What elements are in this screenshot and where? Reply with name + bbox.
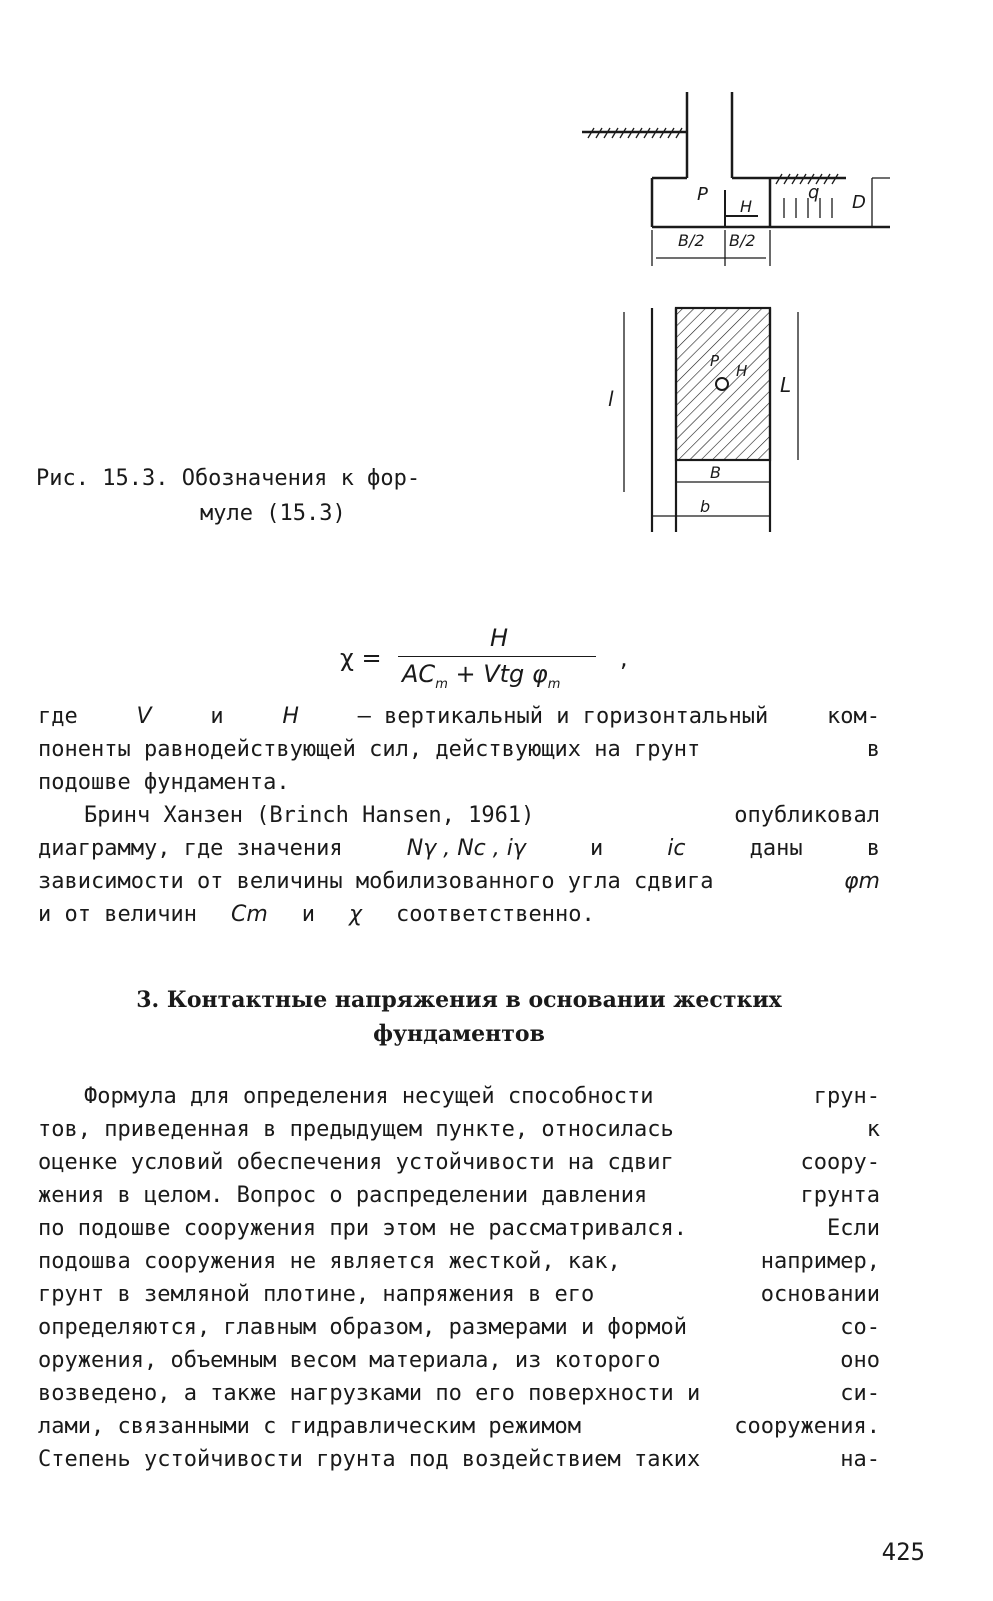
para1-line3: подошве фундамента. bbox=[38, 770, 290, 795]
para2-line2: диаграмму, где значения Nγ , Nc , iγ и ic даны в bbox=[38, 836, 880, 861]
body-line-9: оружения, объемным весом материала, из которого оно bbox=[38, 1348, 880, 1373]
label-P: P bbox=[697, 184, 708, 205]
foundation-figure bbox=[560, 80, 900, 540]
para2-line3: зависимости от величины мобилизованного угла сдвига φm bbox=[38, 869, 880, 894]
page-number: 425 bbox=[881, 1538, 925, 1566]
figure-caption-line2: муле (15.3) bbox=[200, 501, 346, 526]
label-D: D bbox=[852, 192, 866, 213]
label-B2-left: B/2 bbox=[678, 231, 705, 250]
body-line-1: Формула для определения несущей способности грун- bbox=[84, 1084, 880, 1109]
formula-lhs: χ = bbox=[340, 644, 382, 672]
section-view bbox=[582, 92, 890, 227]
label-l: l bbox=[608, 387, 614, 411]
body-line-7: грунт в земляной плотине, напряжения в его основании bbox=[38, 1282, 880, 1307]
label-B: B bbox=[710, 463, 721, 482]
plan-view bbox=[624, 308, 798, 532]
body-line-11: лами, связанными с гидравлическим режимом сооружения. bbox=[38, 1414, 880, 1439]
body-line-6: подошва сооружения не является жесткой, как, например, bbox=[38, 1249, 880, 1274]
body-line-8: определяются, главным образом, размерами и формой со- bbox=[38, 1315, 880, 1340]
para1-line1: где V и H – вертикальный и горизонтальный ком- bbox=[38, 704, 880, 729]
label-b: b bbox=[700, 497, 711, 516]
label-L: L bbox=[780, 373, 792, 397]
label-P-plan: P bbox=[710, 352, 720, 370]
figure-caption-line1: Рис. 15.3. Обозначения к фор- bbox=[36, 466, 421, 491]
section-heading-line2: фундаментов bbox=[373, 1021, 545, 1047]
formula-comma: , bbox=[620, 644, 628, 672]
para2-line1: Бринч Ханзен (Brinch Hansen, 1961) опубликовал bbox=[84, 803, 880, 828]
formula-denominator: $AC_m$ + Vtg $\varphi_m$ bbox=[402, 660, 561, 692]
label-B2-right: B/2 bbox=[729, 231, 756, 250]
body-line-4: жения в целом. Вопрос о распределении давления грунта bbox=[38, 1183, 880, 1208]
body-line-5: по подошве сооружения при этом не рассматривался. Если bbox=[38, 1216, 880, 1241]
label-H-plan: H bbox=[736, 362, 748, 380]
body-line-2: тов, приведенная в предыдущем пункте, относилась к bbox=[38, 1117, 880, 1142]
para2-line4: и от величин Cm и χ соответственно. bbox=[38, 902, 595, 927]
para1-line2: поненты равнодействующей сил, действующих на грунт в bbox=[38, 737, 880, 762]
formula bbox=[340, 624, 660, 694]
formula-fraction-bar bbox=[398, 656, 596, 657]
section-heading-line1: 3. Контактные напряжения в основании жестких bbox=[136, 987, 782, 1013]
formula-numerator: H bbox=[490, 624, 509, 652]
body-line-10: возведено, а также нагрузками по его поверхности и си- bbox=[38, 1381, 880, 1406]
label-H: H bbox=[740, 197, 753, 216]
label-q: q bbox=[808, 182, 820, 203]
body-line-3: оценке условий обеспечения устойчивости на сдвиг соору- bbox=[38, 1150, 880, 1175]
body-line-12: Степень устойчивости грунта под воздействием таких на- bbox=[38, 1447, 880, 1472]
